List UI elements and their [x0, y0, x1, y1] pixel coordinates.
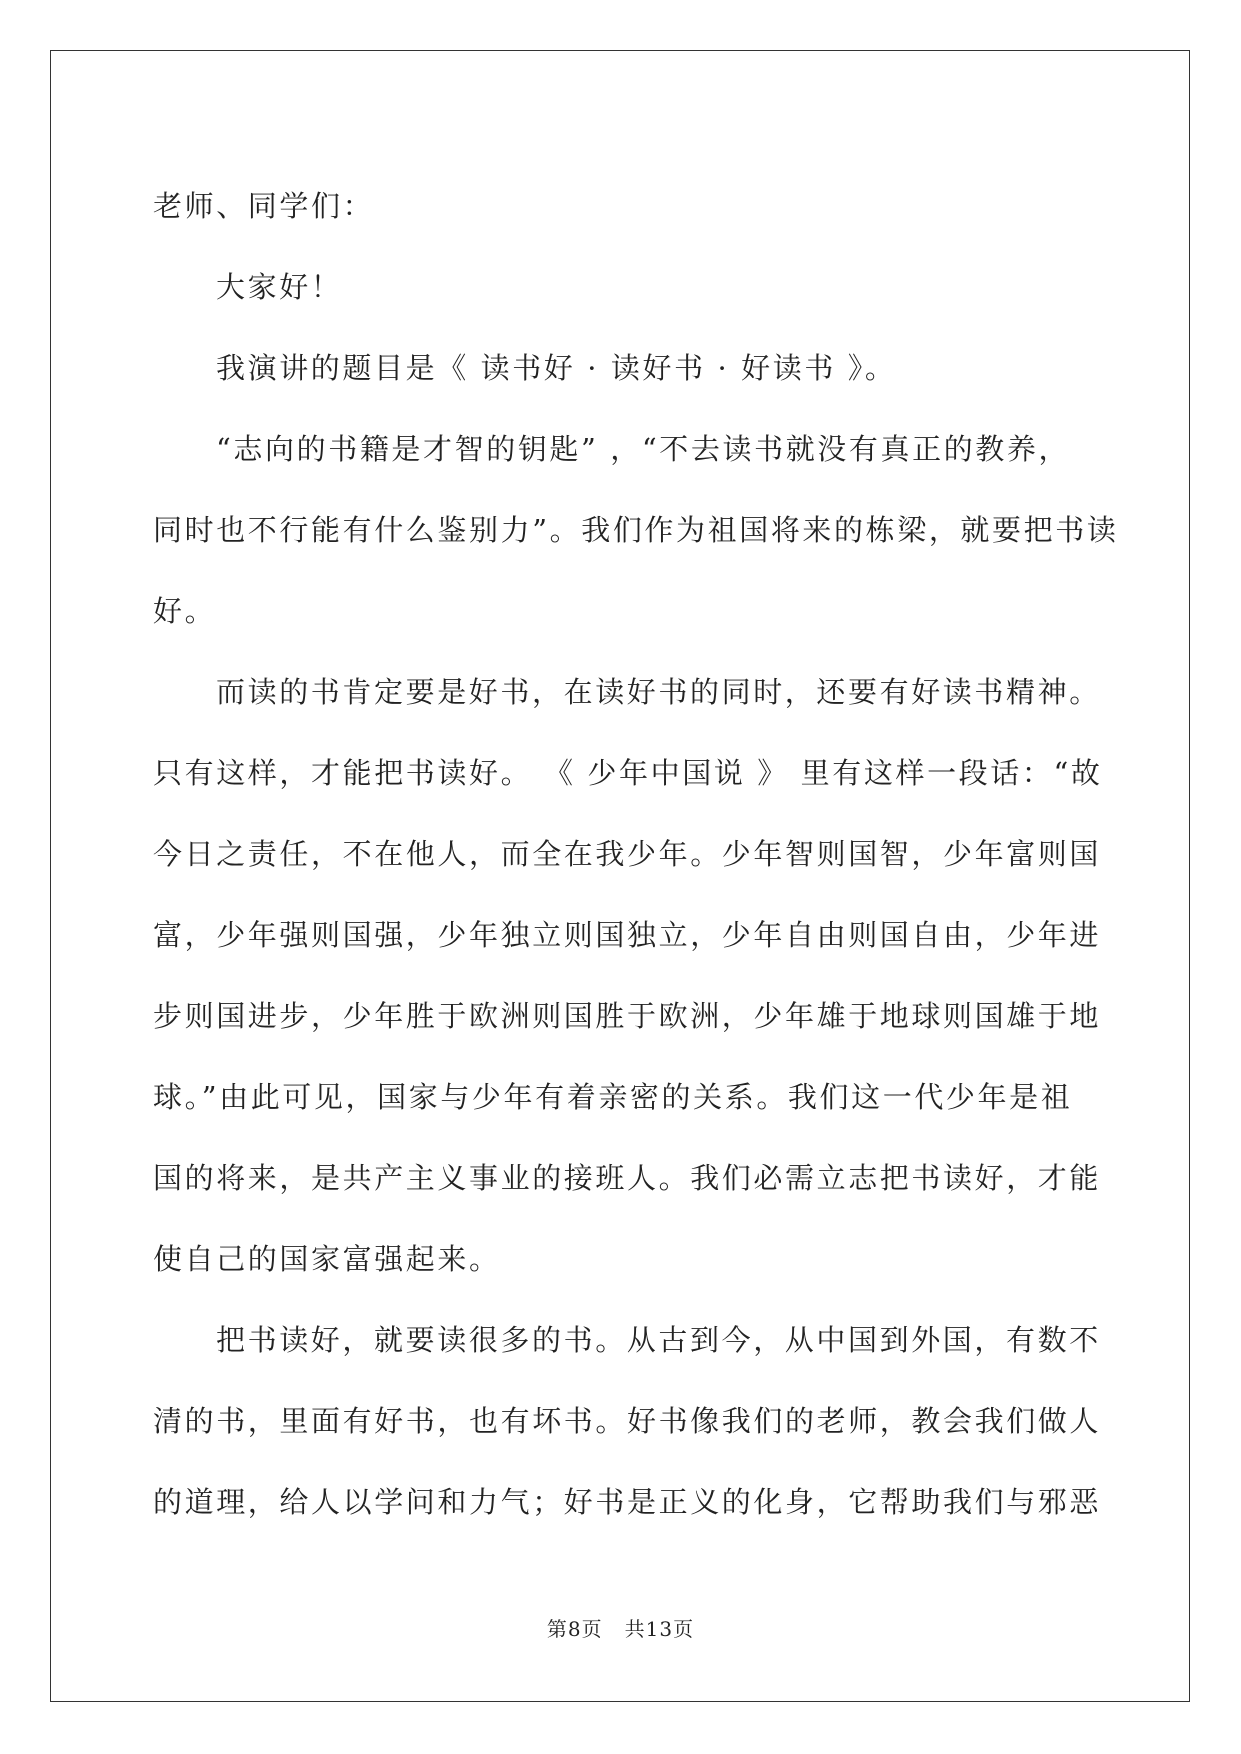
text-line: 今日之责任，不在他人，而全在我少年。少年智则国智，少年富则国 [153, 837, 1102, 871]
current-page-label: 第8页 [546, 1617, 603, 1641]
text-line: 球。”由此可见，国家与少年有着亲密的关系。我们这一代少年是祖 [153, 1080, 1073, 1114]
text-line: 老师、同学们： [153, 189, 375, 223]
text-line: 富，少年强则国强，少年独立则国独立，少年自由则国自由，少年进 [153, 918, 1102, 952]
text-line: 把书读好，就要读很多的书。从古到今，从中国到外国，有数不 [216, 1323, 1101, 1357]
text-line: “志向的书籍是才智的钥匙” ，“不去读书就没有真正的教养， [216, 432, 1071, 466]
page-number-footer [0, 1613, 1241, 1642]
text-line: 步则国进步，少年胜于欧洲则国胜于欧洲，少年雄于地球则国雄于地 [153, 999, 1102, 1033]
text-line: 同时也不行能有什么鉴别力”。我们作为祖国将来的栋梁，就要把书读 [153, 513, 1119, 547]
text-line: 只有这样，才能把书读好。 《 少年中国说 》 里有这样一段话：“故 [153, 756, 1103, 790]
text-line: 使自己的国家富强起来。 [153, 1242, 501, 1276]
total-pages-label: 共13页 [624, 1617, 695, 1641]
text-line: 我演讲的题目是《 读书好 · 读好书 · 好读书 》。 [216, 351, 897, 385]
text-line: 大家好！ [216, 270, 343, 304]
document-body [153, 166, 1119, 1543]
text-line: 好。 [153, 594, 217, 628]
text-line: 国的将来，是共产主义事业的接班人。我们必需立志把书读好，才能 [153, 1161, 1102, 1195]
text-line: 清的书，里面有好书，也有坏书。好书像我们的老师，教会我们做人 [153, 1404, 1102, 1438]
text-line: 而读的书肯定要是好书，在读好书的同时，还要有好读书精神。 [216, 675, 1101, 709]
text-line: 的道理，给人以学问和力气；好书是正义的化身，它帮助我们与邪恶 [153, 1485, 1102, 1519]
